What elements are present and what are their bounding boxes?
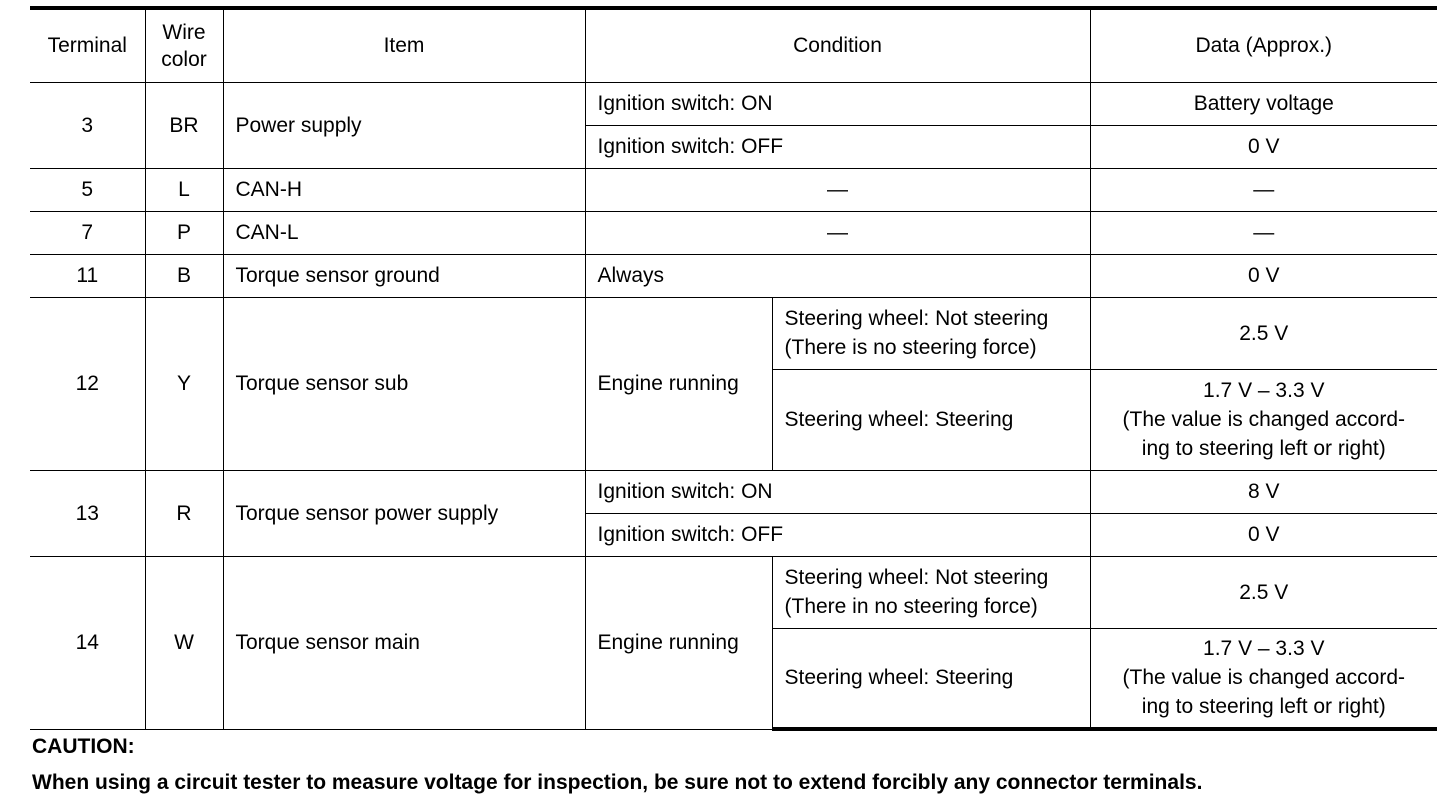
table-row [30, 82, 1437, 125]
terminal-cell: 11 [30, 254, 145, 297]
data-cell [1090, 369, 1437, 470]
table-row [30, 556, 1437, 628]
header-terminal: Terminal [30, 8, 145, 82]
condition-cell: Engine running [585, 556, 772, 729]
header-item: Item [223, 8, 585, 82]
caution-title: CAUTION: [32, 735, 135, 758]
data-cell: 8 V [1090, 470, 1437, 513]
data-cell [1090, 628, 1437, 729]
table-row [30, 297, 1437, 369]
terminal-spec-table [30, 6, 1437, 731]
wire-color-cell: Y [145, 297, 223, 470]
data-cell: — [1090, 211, 1437, 254]
condition-cell: — [585, 168, 1090, 211]
header-wire-color-line1: Wire [162, 20, 206, 44]
data-cell: 2.5 V [1090, 556, 1437, 628]
wire-color-cell: W [145, 556, 223, 729]
condition-cell: Ignition switch: ON [585, 82, 1090, 125]
wire-color-cell: B [145, 254, 223, 297]
data-line3: ing to steering left or right) [1141, 437, 1386, 460]
header-wire-color-line2: color [161, 47, 207, 71]
wire-color-cell: L [145, 168, 223, 211]
table-row [30, 254, 1437, 297]
item-cell: CAN-H [223, 168, 585, 211]
item-cell: Torque sensor sub [223, 297, 585, 470]
data-line1: 1.7 V – 3.3 V [1203, 637, 1325, 661]
data-cell: — [1090, 168, 1437, 211]
terminal-cell: 5 [30, 168, 145, 211]
terminal-cell: 3 [30, 82, 145, 168]
sub-condition-cell: Steering wheel: Steering [772, 369, 1090, 470]
table-header-row [30, 8, 1437, 82]
terminal-cell: 12 [30, 297, 145, 470]
sub-condition-cell [772, 297, 1090, 369]
condition-cell: Ignition switch: OFF [585, 513, 1090, 556]
condition-cell: Engine running [585, 297, 772, 470]
data-cell: 0 V [1090, 513, 1437, 556]
terminal-cell: 7 [30, 211, 145, 254]
data-line2: (The value is changed accord- [1122, 666, 1406, 690]
data-line3: ing to steering left or right) [1141, 695, 1386, 719]
header-wire-color [145, 8, 223, 82]
sub-condition-cell [772, 556, 1090, 628]
data-cell: Battery voltage [1090, 82, 1437, 125]
condition-cell: Ignition switch: OFF [585, 125, 1090, 168]
condition-cell: Ignition switch: ON [585, 470, 1090, 513]
terminal-cell: 13 [30, 470, 145, 556]
item-cell: Power supply [223, 82, 585, 168]
table-row [30, 211, 1437, 254]
header-data: Data (Approx.) [1090, 8, 1437, 82]
data-line2: (The value is changed accord- [1122, 408, 1406, 431]
wire-color-cell: P [145, 211, 223, 254]
caution-note [32, 733, 1202, 797]
sub-condition-line2: (There is no steering force) [784, 336, 1037, 359]
terminal-cell: 14 [30, 556, 145, 729]
caution-text: When using a circuit tester to measure voltage for inspection, be sure not to extend forcibly any connector terminals. [32, 771, 1203, 794]
table-row [30, 168, 1437, 211]
condition-cell: Always [585, 254, 1090, 297]
sub-condition-line1: Steering wheel: Not steering [784, 566, 1049, 589]
data-cell: 2.5 V [1090, 297, 1437, 369]
wire-color-cell: R [145, 470, 223, 556]
item-cell: Torque sensor main [223, 556, 585, 729]
data-cell: 0 V [1090, 125, 1437, 168]
data-cell: 0 V [1090, 254, 1437, 297]
item-cell: Torque sensor power supply [223, 470, 585, 556]
sub-condition-line1: Steering wheel: Not steering [784, 307, 1049, 330]
sub-condition-cell: Steering wheel: Steering [772, 628, 1090, 729]
condition-cell: — [585, 211, 1090, 254]
item-cell: CAN-L [223, 211, 585, 254]
table-row [30, 470, 1437, 513]
data-line1: 1.7 V – 3.3 V [1203, 379, 1325, 402]
wire-color-cell: BR [145, 82, 223, 168]
header-condition: Condition [585, 8, 1090, 82]
item-cell: Torque sensor ground [223, 254, 585, 297]
sub-condition-line2: (There in no steering force) [784, 595, 1038, 618]
